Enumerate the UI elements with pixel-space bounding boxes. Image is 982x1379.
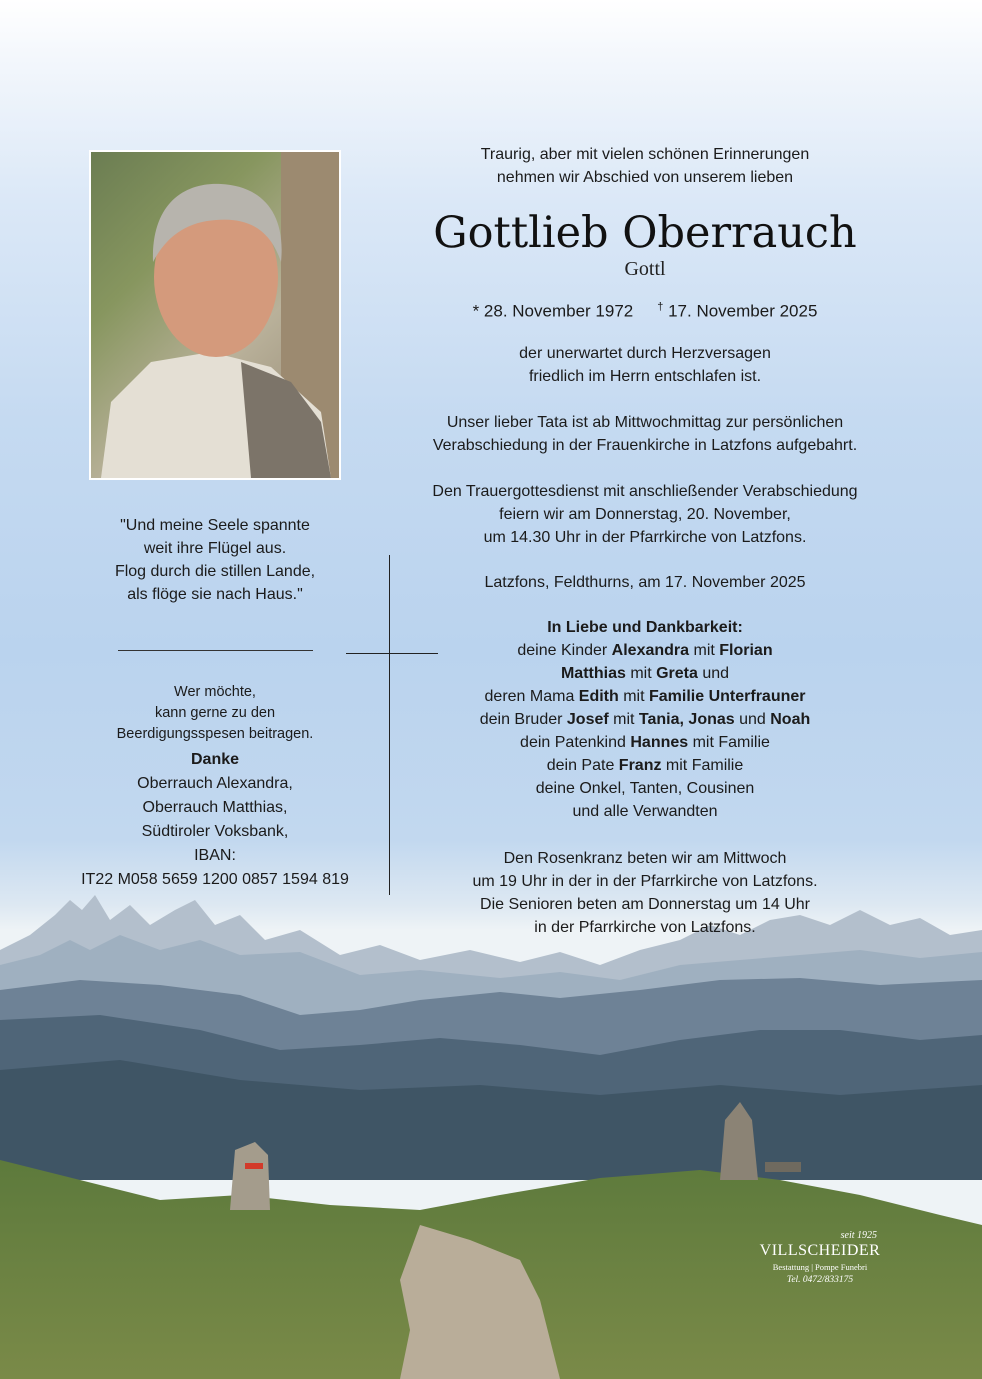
mourners-list	[395, 616, 895, 823]
mountain-landscape-image	[0, 880, 982, 1379]
rosary-line: Die Senioren beten am Donnerstag um 14 Uhr	[480, 896, 810, 913]
donation-detail-line: Südtiroler Voksbank,	[141, 823, 289, 840]
mourner-line: dein Patenkind Hannes mit Familie	[520, 734, 770, 751]
mourner-line: und alle Verwandten	[572, 803, 718, 820]
rosary-line: Den Rosenkranz beten wir am Mittwoch	[503, 850, 787, 867]
mourner-line: deren Mama Edith mit Familie Unterfrauner	[484, 688, 806, 705]
donation-detail-line: Oberrauch Alexandra,	[137, 775, 293, 792]
donation-thanks: Danke	[190, 751, 240, 768]
donation-detail-line: IBAN:	[194, 847, 236, 864]
logo-brand: VILLSCHEIDER	[759, 1242, 881, 1259]
intro-line: nehmen wir Abschied von unserem lieben	[496, 169, 794, 186]
deceased-name: Gottlieb Oberrauch	[433, 208, 857, 258]
donation-intro-line: Beerdigungsspesen beitragen.	[116, 726, 314, 742]
intro-line: Traurig, aber mit vielen schönen Erinnerungen	[480, 146, 810, 163]
place-date: Latzfons, Feldthurns, am 17. November 2025	[484, 574, 806, 591]
donation-detail-line: Oberrauch Matthias,	[142, 799, 288, 816]
viewing-line: Verabschiedung in der Frauenkirche in Latzfons aufgebahrt.	[432, 437, 858, 454]
donation-note	[90, 682, 340, 745]
rosary-line: um 19 Uhr in der in der Pfarrkirche von Latzfons.	[472, 873, 818, 890]
iban-number: IT22 M058 5659 1200 0857 1594 819	[81, 871, 349, 888]
poem-line: weit ihre Flügel aus.	[143, 540, 287, 557]
logo-subtitle: Bestattung | Pompe Funebri	[772, 1262, 868, 1272]
service-line: Den Trauergottesdienst mit anschließender Verabschiedung	[432, 483, 858, 500]
portrait-photo	[89, 150, 341, 480]
mourner-line: deine Kinder Alexandra mit Florian	[517, 642, 773, 659]
life-dates	[395, 295, 895, 324]
donation-intro-line: kann gerne zu den	[154, 705, 276, 721]
poem	[90, 514, 340, 606]
death-date: 17. November 2025	[668, 301, 818, 321]
rosary-line: in der Pfarrkirche von Latzfons.	[534, 919, 756, 936]
logo-since: seit 1925	[840, 1230, 877, 1241]
viewing-line: Unser lieber Tata ist ab Mittwochmittag zur persönlichen	[446, 414, 844, 431]
cause-line: friedlich im Herrn entschlafen ist.	[528, 368, 762, 385]
poem-line: "Und meine Seele spannte	[120, 517, 310, 534]
mourners-heading: In Liebe und Dankbarkeit:	[547, 619, 743, 636]
cause-line: der unerwartet durch Herzversagen	[519, 345, 771, 362]
service-line: feiern wir am Donnerstag, 20. November,	[499, 506, 791, 523]
mourner-line: dein Bruder Josef mit Tania, Jonas und Noah	[479, 711, 811, 728]
cross-symbol-icon: †	[657, 301, 664, 313]
poem-line: als flöge sie nach Haus."	[127, 586, 303, 603]
service-line: um 14.30 Uhr in der Pfarrkirche von Latzfons.	[483, 529, 807, 546]
logo-phone: Tel. 0472/833175	[786, 1275, 854, 1285]
mourner-line: deine Onkel, Tanten, Cousinen	[535, 780, 755, 797]
mourner-line: Matthias mit Greta und	[560, 665, 730, 682]
poem-line: Flog durch die stillen Lande,	[114, 563, 316, 580]
mourner-line: dein Pate Franz mit Familie	[546, 757, 744, 774]
undertaker-logo	[745, 1230, 895, 1285]
divider	[118, 650, 313, 651]
birth-date: * 28. November 1972	[472, 301, 634, 321]
donation-intro-line: Wer möchte,	[174, 684, 256, 700]
deceased-nickname: Gottl	[624, 258, 666, 280]
